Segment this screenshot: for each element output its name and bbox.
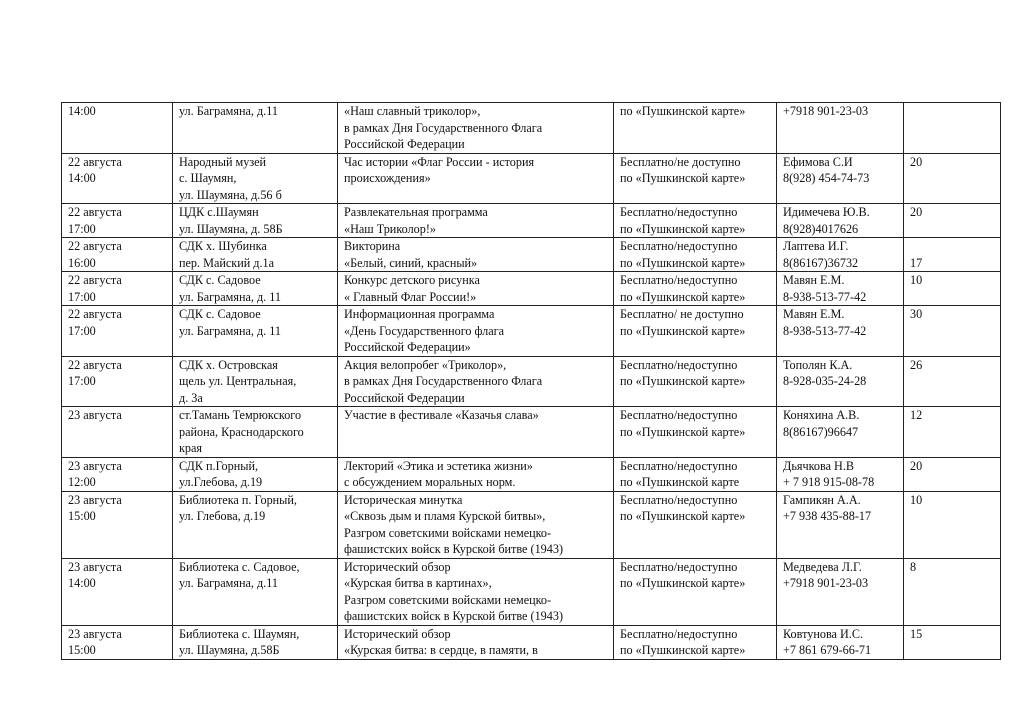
cell-venue: Народный музей с. Шаумян, ул. Шаумяна, д.56 б: [173, 153, 338, 204]
cell-date-time: 23 августа 12:00: [62, 457, 173, 491]
cell-event: «Наш славный триколор», в рамках Дня Государственного Флага Российской Федерации: [338, 103, 614, 154]
cell-date-time: 23 августа 15:00: [62, 491, 173, 558]
cell-event: Историческая минутка «Сквозь дым и пламя Курской битвы», Разгром советскими войсками немецко- фашистских войск в Курской битве (1943): [338, 491, 614, 558]
cell-access: Бесплатно/не доступно по «Пушкинской карте»: [614, 153, 777, 204]
cell-date-time: 22 августа 17:00: [62, 306, 173, 357]
table-row: [62, 306, 1001, 357]
cell-date-time: 22 августа 17:00: [62, 204, 173, 238]
table-row: [62, 204, 1001, 238]
cell-access: Бесплатно/недоступно по «Пушкинской карте»: [614, 204, 777, 238]
cell-event: Информационная программа «День Государственного флага Российской Федерации»: [338, 306, 614, 357]
cell-contact: Гампикян А.А. +7 938 435-88-17: [777, 491, 904, 558]
cell-contact: Тополян К.А. 8-928-035-24-28: [777, 356, 904, 407]
cell-venue: СДК с. Садовое ул. Баграмяна, д. 11: [173, 306, 338, 357]
cell-venue: ул. Баграмяна, д.11: [173, 103, 338, 154]
cell-date-time: 23 августа: [62, 407, 173, 458]
table-row: [62, 103, 1001, 154]
cell-count: 20: [904, 204, 1001, 238]
cell-event: Викторина «Белый, синий, красный»: [338, 238, 614, 272]
cell-event: Исторический обзор «Курская битва в картинах», Разгром советскими войсками немецко- фашистских войск в Курской битве (1943): [338, 558, 614, 625]
cell-access: Бесплатно/ не доступно по «Пушкинской карте»: [614, 306, 777, 357]
cell-contact: Мавян Е.М. 8-938-513-77-42: [777, 272, 904, 306]
cell-access: Бесплатно/недоступно по «Пушкинской карте»: [614, 558, 777, 625]
cell-date-time: 22 августа 14:00: [62, 153, 173, 204]
table-row: [62, 153, 1001, 204]
cell-access: Бесплатно/недоступно по «Пушкинской карте»: [614, 491, 777, 558]
cell-count: 10: [904, 491, 1001, 558]
cell-access: Бесплатно/недоступно по «Пушкинской карте»: [614, 238, 777, 272]
cell-event: Час истории «Флаг России - история происхождения»: [338, 153, 614, 204]
cell-date-time: 22 августа 16:00: [62, 238, 173, 272]
cell-event: Акция велопробег «Триколор», в рамках Дня Государственного Флага Российской Федерации: [338, 356, 614, 407]
events-schedule-table: [61, 102, 1001, 660]
cell-contact: +7918 901-23-03: [777, 103, 904, 154]
cell-date-time: 22 августа 17:00: [62, 356, 173, 407]
table-row: [62, 407, 1001, 458]
cell-contact: Дьячкова Н.В + 7 918 915-08-78: [777, 457, 904, 491]
cell-venue: ст.Тамань Темрюкского района, Краснодарского края: [173, 407, 338, 458]
cell-date-time: 23 августа 15:00: [62, 625, 173, 659]
cell-contact: Идимечева Ю.В. 8(928)4017626: [777, 204, 904, 238]
cell-venue: Библиотека с. Шаумян, ул. Шаумяна, д.58Б: [173, 625, 338, 659]
cell-access: Бесплатно/недоступно по «Пушкинской карте»: [614, 272, 777, 306]
table-row: [62, 272, 1001, 306]
table-row: [62, 558, 1001, 625]
cell-contact: Ковтунова И.С. +7 861 679-66-71: [777, 625, 904, 659]
cell-count: 30: [904, 306, 1001, 357]
table-row: [62, 457, 1001, 491]
cell-event: Конкурс детского рисунка « Главный Флаг России!»: [338, 272, 614, 306]
cell-count: 12: [904, 407, 1001, 458]
cell-event: Участие в фестивале «Казачья слава»: [338, 407, 614, 458]
cell-date-time: 22 августа 17:00: [62, 272, 173, 306]
table-row: [62, 625, 1001, 659]
cell-access: по «Пушкинской карте»: [614, 103, 777, 154]
cell-event: Развлекательная программа «Наш Триколор!»: [338, 204, 614, 238]
table-row: [62, 356, 1001, 407]
cell-date-time: 23 августа 14:00: [62, 558, 173, 625]
table-row: [62, 491, 1001, 558]
cell-count: [904, 103, 1001, 154]
cell-venue: Библиотека с. Садовое, ул. Баграмяна, д.11: [173, 558, 338, 625]
cell-count: 26: [904, 356, 1001, 407]
cell-count: 15: [904, 625, 1001, 659]
cell-count: 10: [904, 272, 1001, 306]
cell-access: Бесплатно/недоступно по «Пушкинской карте»: [614, 407, 777, 458]
cell-access: Бесплатно/недоступно по «Пушкинской карте: [614, 457, 777, 491]
cell-event: Лекторий «Этика и эстетика жизни» с обсуждением моральных норм.: [338, 457, 614, 491]
cell-count: 17: [904, 238, 1001, 272]
cell-contact: Лаптева И.Г. 8(86167)36732: [777, 238, 904, 272]
cell-venue: ЦДК с.Шаумян ул. Шаумяна, д. 58Б: [173, 204, 338, 238]
cell-contact: Коняхина А.В. 8(86167)96647: [777, 407, 904, 458]
cell-contact: Медведева Л.Г. +7918 901-23-03: [777, 558, 904, 625]
cell-access: Бесплатно/недоступно по «Пушкинской карте»: [614, 356, 777, 407]
cell-venue: СДК с. Садовое ул. Баграмяна, д. 11: [173, 272, 338, 306]
table-row: [62, 238, 1001, 272]
cell-date-time: 14:00: [62, 103, 173, 154]
cell-venue: Библиотека п. Горный, ул. Глебова, д.19: [173, 491, 338, 558]
cell-access: Бесплатно/недоступно по «Пушкинской карте»: [614, 625, 777, 659]
cell-venue: СДК п.Горный, ул.Глебова, д.19: [173, 457, 338, 491]
cell-venue: СДК х. Шубинка пер. Майский д.1а: [173, 238, 338, 272]
cell-count: 20: [904, 153, 1001, 204]
cell-count: 20: [904, 457, 1001, 491]
cell-venue: СДК х. Островская щель ул. Центральная, д. 3а: [173, 356, 338, 407]
cell-contact: Мавян Е.М. 8-938-513-77-42: [777, 306, 904, 357]
cell-count: 8: [904, 558, 1001, 625]
cell-event: Исторический обзор «Курская битва: в сердце, в памяти, в: [338, 625, 614, 659]
cell-contact: Ефимова С.И 8(928) 454-74-73: [777, 153, 904, 204]
